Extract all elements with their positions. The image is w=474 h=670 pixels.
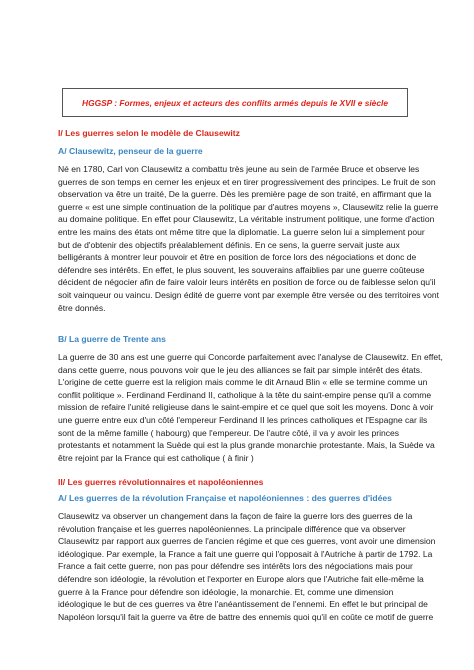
section-1a-paragraph	[58, 163, 440, 314]
text-line: observation va être un traité, De la guerre. Dès les première page de son traité, en affirmant que la	[58, 189, 432, 200]
text-line: protestants et notamment la Suède qui est la plus grande monarchie protestante. Mais, la Suède va	[58, 440, 435, 451]
text-line: idéologique le but de ces guerres va être l'anéantissement de l'ennemi. En effet le but principal de	[58, 599, 428, 610]
text-line: dans cette guerre, nous pouvons voir que le jeu des alliances se fait par simple intérêt des états.	[58, 364, 423, 375]
text-line: entre les mains des états ont même titre que la diplomatie. La guerre selon lui a simplement pour	[58, 226, 425, 237]
text-line: guerre à la France pour défendre son idéologie, la monarchie. Et, comme une dimension	[58, 586, 394, 597]
text-line: idéologique. Par exemple, la France a fait une guerre qui l'opposait à l'Autriche à partir de 1792. La	[58, 548, 433, 559]
text-line: soit vainqueur ou vaincu. Design édité de guerre vont par exemple être versée ou des territoires vont	[58, 289, 440, 300]
text-line: être donnés.	[58, 302, 106, 313]
text-line: conflit politique ». Ferdinand Ferdinand II, catholique à la tête du saint-empire pense qu'il a comme	[58, 389, 432, 400]
text-line: but de d'obtenir des objectifs préalablement définis. En ce sens, la guerre servait juste aux	[58, 239, 400, 250]
section-1-heading: I/ Les guerres selon le modèle de Clausewitz	[58, 128, 240, 138]
section-1a-heading: A/ Clausewitz, penseur de la guerre	[58, 146, 203, 156]
document-title: HGGSP : Formes, enjeux et acteurs des conflits armés depuis le XVII e siècle	[82, 97, 388, 108]
text-line: mission de refaire l'unité religieuse dans le saint-empire et ce quel que soit les moyens. Donc à voir	[58, 402, 434, 413]
text-line: L'origine de cette guerre est la religion mais comme le dit Arnaud Blin « elle se termine comme un	[58, 377, 428, 388]
text-line: décident de négocier afin de faire valoir leurs intérêts en position de force ou de faiblesse selon qu'il	[58, 277, 436, 288]
text-line: La guerre de 30 ans est une guerre qui Concorde parfaitement avec l'analyse de Clausewitz. En effet,	[58, 352, 443, 362]
text-line: guerre « est une simple continuation de la politique par d'autres moyens », Clausewitz relie la guerre	[58, 201, 439, 212]
section-1b-heading: B/ La guerre de Trente ans	[58, 334, 166, 344]
section-1b-paragraph	[58, 351, 443, 464]
text-line: guerres de son temps en cerner les enjeux et en tirer progressivement des principes. Le fruit de son	[58, 176, 436, 187]
text-line: au domaine politique. En effet pour Clausewitz, La véritable instrument politique, une forme d'action	[58, 214, 435, 225]
text-line: Napoléon lorsqu'il fait la guerre va être de battre des ennemis quoi qu'il en coûte ce motif de guerre	[58, 611, 434, 622]
text-line: Clausewitz par rapport aux guerres de l'ancien régime et que ces guerres, vont avoir une dimension	[58, 536, 436, 547]
text-line: défendre son idéologie, la révolution et l'exporter en Europe alors que l'Autriche fait elle-même la	[58, 573, 424, 584]
text-line: Clausewitz va observer un changement dans la façon de faire la guerre lors des guerres de la	[58, 511, 413, 521]
text-line: être rejoint par la France qui est catholique ( à finir )	[58, 452, 254, 463]
text-line: une guerre entre eux d'un côté l'empereur Ferdinand II les princes catholiques et l'Espagne car ils	[58, 414, 428, 425]
section-2a-heading: A/ Les guerres de la révolution Française et napoléoniennes : des guerres d'idées	[58, 493, 392, 503]
text-line: défendre ses intérêts. En effet, le plus souvent, les souverains affaiblies par une guerre coûteuse	[58, 264, 425, 275]
text-line: sont de la même famille ( habourg) que l'empereur. De l'autre côté, il va y avoir les princes	[58, 427, 400, 438]
section-2a-paragraph	[58, 510, 436, 623]
text-line: révolution française et les guerres napoléoniennes. La principale différence que va observer	[58, 523, 406, 534]
document-title-box	[62, 88, 408, 117]
text-line: Né en 1780, Carl von Clausewitz a combattu très jeune au sein de l'armée Bruce et observe les	[58, 164, 420, 174]
section-2-heading: II/ Les guerres révolutionnaires et napoléoniennes	[58, 477, 264, 487]
text-line: belligérants à montrer leur pouvoir et être en position de force lors des négociations et donc de	[58, 252, 417, 263]
text-line: France a fait cette guerre, non pas pour défendre ses intérêts lors des négociations mais pour	[58, 561, 413, 572]
